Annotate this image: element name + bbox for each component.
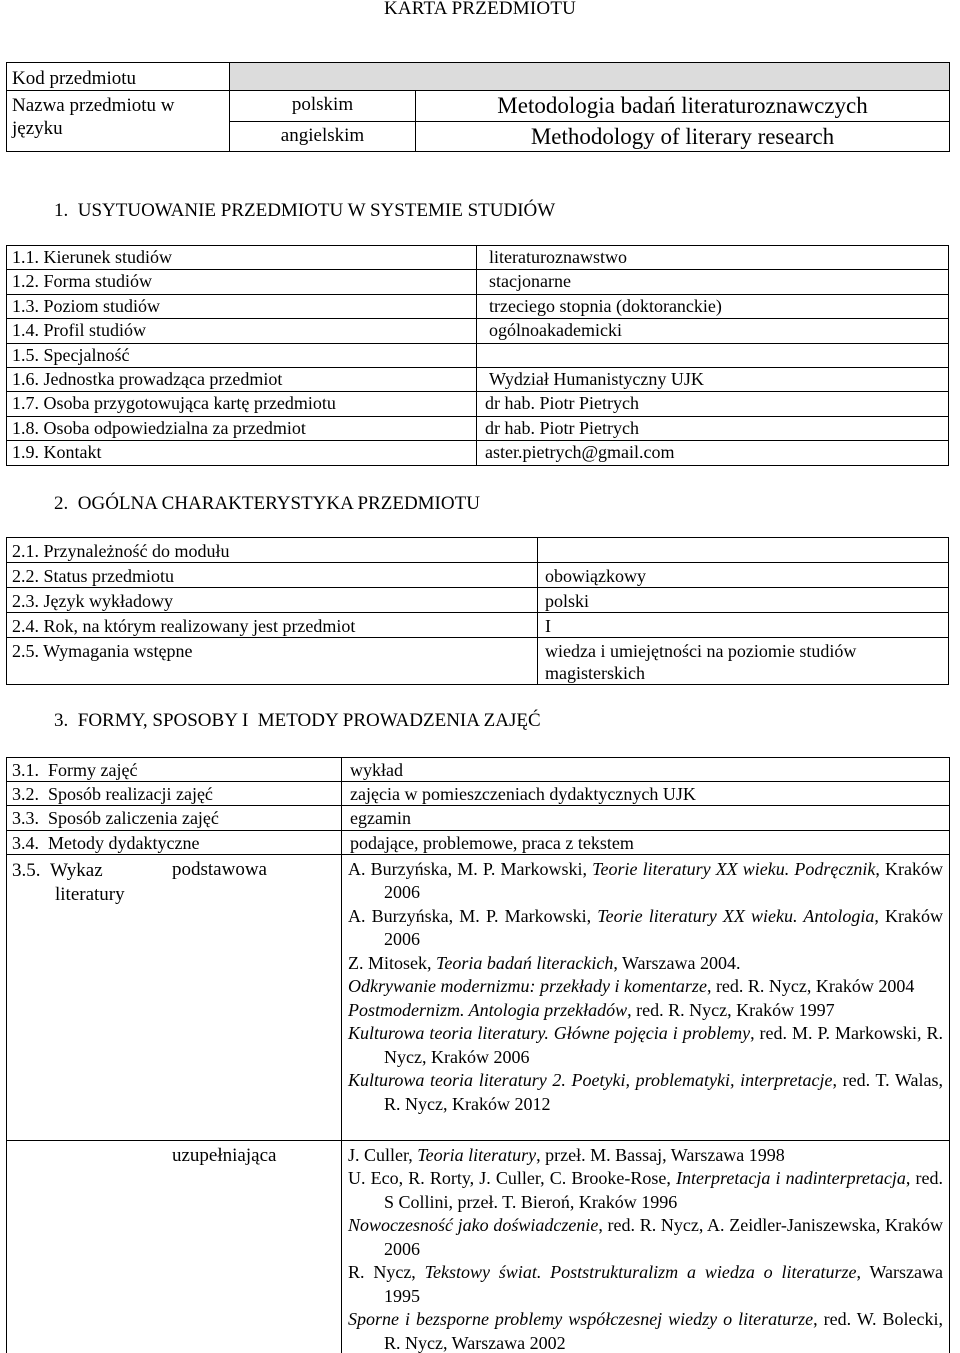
- section2-row: [7, 563, 949, 588]
- section2-row-label: 2.1. Przynależność do modułu: [7, 538, 538, 563]
- section2-row-value: polski: [538, 588, 949, 613]
- basic-literature-entry: [348, 1022, 943, 1069]
- section1-row-label: 1.8. Osoba odpowiedzialna za przedmiot: [7, 416, 477, 440]
- section3-table: [6, 757, 950, 1353]
- section1-row-label: 1.6. Jednostka prowadząca przedmiot: [7, 367, 477, 391]
- entry-details: , Kraków 2006: [384, 905, 944, 950]
- section3-row: [7, 758, 950, 782]
- section1-row: [7, 367, 949, 391]
- section1-row: [7, 343, 949, 367]
- entry-details: , red. R. Nycz, A. Zeidler-Janiszewska, Kraków 2006: [384, 1215, 943, 1259]
- section1-row-value: literaturoznawstwo: [477, 246, 949, 270]
- section3-row: [7, 830, 950, 854]
- entry-details: , Warszawa 1995: [384, 1262, 943, 1306]
- section3-row: [7, 782, 950, 806]
- entry-details: , przeł. M. Bassaj, Warszawa 1998: [536, 1144, 785, 1165]
- entry-details: , red. W. Bolecki, R. Nycz, Warszawa 2002: [384, 1309, 944, 1353]
- section3-row-label: 3.1. Formy zajęć: [7, 758, 342, 782]
- basic-literature-entry: [348, 858, 943, 905]
- entry-details: , red. R. Nycz, Kraków 1997: [627, 999, 835, 1020]
- section3-row: [7, 806, 950, 830]
- entry-title: Nowoczesność jako doświadczenie: [348, 1215, 599, 1236]
- section2-row: [7, 638, 949, 685]
- course-name-english: Methodology of literary research: [416, 122, 950, 152]
- supplementary-label-cell: [7, 1140, 342, 1353]
- section1-row-label: 1.5. Specjalność: [7, 343, 477, 367]
- section1-row-value: aster.pietrych@gmail.com: [477, 441, 949, 465]
- entry-details: , red. S Collini, przeł. T. Bieroń, Kraków 1996: [384, 1168, 943, 1212]
- entry-title: Teorie literatury XX wieku. Antologia: [597, 905, 875, 926]
- entry-details: , red. T. Walas, R. Nycz, Kraków 2012: [384, 1070, 943, 1114]
- section3-row-value: egzamin: [342, 806, 950, 830]
- section1-row-label: 1.2. Forma studiów: [7, 270, 477, 294]
- section3-row-label: 3.4. Metody dydaktyczne: [7, 830, 342, 854]
- lang-polish-label: polskim: [230, 91, 416, 122]
- supplementary-literature-entry: [348, 1214, 943, 1261]
- section1-row-value: [477, 343, 949, 367]
- entry-title: Postmodernizm. Antologia przekładów: [348, 999, 628, 1020]
- basic-literature-entry: [348, 952, 943, 976]
- entry-author: R. Nycz,: [348, 1262, 425, 1283]
- section3-row-value: podające, problemowe, praca z tekstem: [342, 830, 950, 854]
- section1-row: [7, 270, 949, 294]
- section1-row-label: 1.1. Kierunek studiów: [7, 246, 477, 270]
- literature-label: 3.5. Wykaz literatury: [12, 859, 125, 905]
- literature-label-cell: [7, 854, 342, 1140]
- course-code-value: [230, 63, 950, 91]
- section2-row-label: 2.2. Status przedmiotu: [7, 563, 538, 588]
- section2-row: [7, 588, 949, 613]
- section1-row: [7, 246, 949, 270]
- section1-table: [6, 245, 949, 466]
- lang-english-label: angielskim: [230, 122, 416, 152]
- entry-title: Interpretacja i nadinterpretacja: [676, 1168, 906, 1189]
- section1-row: [7, 294, 949, 318]
- section3-row-label: 3.2. Sposób realizacji zajęć: [7, 782, 342, 806]
- section1-row: [7, 441, 949, 465]
- section1-row-value: dr hab. Piotr Pietrych: [477, 416, 949, 440]
- entry-title: Tekstowy świat. Poststrukturalizm a wiedza o literaturze: [424, 1262, 857, 1283]
- entry-title: Teoria badań literackich: [436, 952, 614, 973]
- entry-title: Kulturowa teoria literatury 2. Poetyki, problematyki, interpretacje: [348, 1070, 833, 1091]
- basic-literature-list: [342, 854, 950, 1140]
- supplementary-literature-entry: [348, 1144, 943, 1168]
- section1-row: [7, 416, 949, 440]
- entry-details: , red. R. Nycz, Kraków 2004: [706, 976, 915, 997]
- section2-heading: 2. OGÓLNA CHARAKTERYSTYKA PRZEDMIOTU: [54, 493, 480, 514]
- section2-row-label: 2.5. Wymagania wstępne: [7, 638, 538, 685]
- section1-row-value: ogólnoakademicki: [477, 319, 949, 343]
- section1-row-value: trzeciego stopnia (doktoranckie): [477, 294, 949, 318]
- entry-details: , red. M. P. Markowski, R. Nycz, Kraków 2006: [384, 1023, 943, 1067]
- entry-author: A. Burzyńska, M. P. Markowski,: [348, 905, 598, 926]
- basic-literature-entry: [348, 975, 943, 999]
- entry-title: Teoria literatury: [417, 1144, 537, 1165]
- section1-heading: 1. USYTUOWANIE PRZEDMIOTU W SYSTEMIE STUDIÓW: [54, 200, 556, 221]
- basic-literature-entry: [348, 1069, 943, 1116]
- section2-row: [7, 613, 949, 638]
- basic-literature-entry: [348, 905, 943, 952]
- supplementary-literature-label: uzupełniająca: [172, 1144, 277, 1166]
- entry-author: U. Eco, R. Rorty, J. Culler, C. Brooke-Rose,: [348, 1168, 677, 1189]
- section1-row-label: 1.3. Poziom studiów: [7, 294, 477, 318]
- basic-literature-entry: [348, 999, 943, 1023]
- section1-row-label: 1.4. Profil studiów: [7, 319, 477, 343]
- course-name-polish: Metodologia badań literaturoznawczych: [416, 91, 950, 122]
- section1-row-value: Wydział Humanistyczny UJK: [477, 367, 949, 391]
- supplementary-literature-entry: [348, 1308, 943, 1353]
- section2-row-value: obowiązkowy: [538, 563, 949, 588]
- entry-title: Odkrywanie modernizmu: przekłady i komentarze: [348, 976, 707, 997]
- section2-row-value: [538, 538, 949, 563]
- section1-row-value: dr hab. Piotr Pietrych: [477, 392, 949, 416]
- section3-row-value: zajęcia w pomieszczeniach dydaktycznych UJK: [342, 782, 950, 806]
- course-code-label: Kod przedmiotu: [7, 63, 230, 91]
- supplementary-literature-entry: [348, 1261, 943, 1308]
- section3-heading: 3. FORMY, SPOSOBY I METODY PROWADZENIA ZAJĘĆ: [54, 710, 541, 731]
- header-table: [6, 62, 950, 152]
- supplementary-literature-entry: [348, 1167, 943, 1214]
- entry-details: , Warszawa 2004.: [613, 952, 741, 973]
- entry-title: Sporne i bezsporne problemy współczesnej wiedzy o literaturze: [348, 1309, 814, 1330]
- section2-row-label: 2.3. Język wykładowy: [7, 588, 538, 613]
- section1-row-label: 1.7. Osoba przygotowująca kartę przedmiotu: [7, 392, 477, 416]
- section1-row-label: 1.9. Kontakt: [7, 441, 477, 465]
- section2-table: [6, 537, 949, 685]
- entry-details: , Kraków 2006: [384, 858, 943, 903]
- entry-author: Z. Mitosek,: [348, 952, 436, 973]
- entry-title: Teorie literatury XX wieku. Podręcznik: [592, 858, 876, 879]
- entry-author: A. Burzyńska, M. P. Markowski,: [348, 858, 593, 879]
- course-name-label: Nazwa przedmiotu w języku: [7, 91, 230, 152]
- section1-row: [7, 392, 949, 416]
- section3-row-value: wykład: [342, 758, 950, 782]
- basic-literature-label: podstawowa: [172, 858, 267, 880]
- section1-row-value: stacjonarne: [477, 270, 949, 294]
- section2-row-value: I: [538, 613, 949, 638]
- section3-row-label: 3.3. Sposób zaliczenia zajęć: [7, 806, 342, 830]
- entry-author: J. Culler,: [348, 1144, 418, 1165]
- page-title: KARTA PRZEDMIOTU: [383, 0, 577, 19]
- section1-row: [7, 319, 949, 343]
- entry-title: Kulturowa teoria literatury. Główne pojęcia i problemy: [348, 1023, 751, 1044]
- section2-row: [7, 538, 949, 563]
- section2-row-label: 2.4. Rok, na którym realizowany jest przedmiot: [7, 613, 538, 638]
- section2-row-value: wiedza i umiejętności na poziomie studiów magisterskich: [538, 638, 949, 685]
- supplementary-literature-list: [342, 1140, 950, 1353]
